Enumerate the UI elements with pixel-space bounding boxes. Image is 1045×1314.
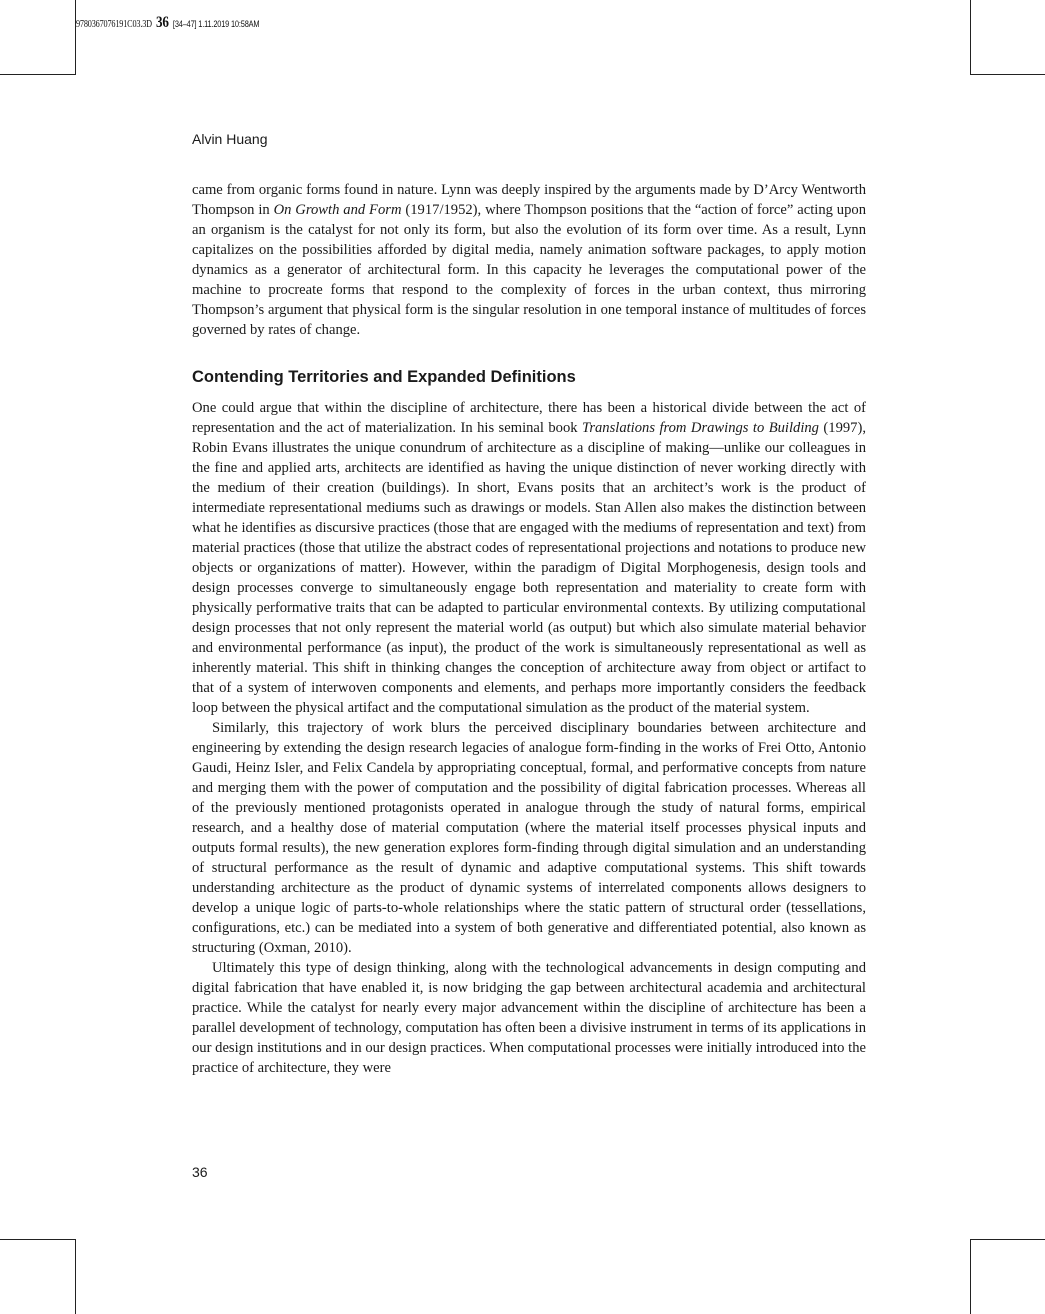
crop-mark-top-left-vertical	[75, 0, 76, 75]
crop-mark-top-right-vertical	[970, 0, 971, 75]
paragraph-2-text-a: One could argue that within the discipline of architecture, there has been a historical divide between the act of representation and the act of materialization. In his seminal book	[192, 400, 866, 436]
paragraph-2	[192, 398, 866, 718]
crop-mark-bottom-left-vertical	[75, 1239, 76, 1314]
section-heading: Contending Territories and Expanded Definitions	[192, 368, 576, 386]
paragraph-2-text-b: (1997), Robin Evans illustrates the unique conundrum of architecture as a discipline of making—unlike our colleagues in the fine and applied arts, architects are identified as having the unique distinction of never working directly with the medium of their creation (buildings). In short, Evans posits that an architect’s work is the product of intermediate representational mediums such as drawings or models. Stan Allen also makes the distinction between what he identifies as discursive practices (those that are engaged with the mediums of representation and text) from material practices (those that utilize the abstract codes of representational projections and notations to produce new objects or organizations of matter). However, within the paradigm of Digital Morphogenesis, design tools and design processes converge to simultaneously engage both representation and materiality to create form with physically performative traits that can be adapted to particular environmental contexts. By utilizing computational design processes that not only represent the material world (as output) but which also simulate material behavior and environmental performance (as input), the product of the work is simultaneously representational as well as inherently material. This shift in thinking changes the conception of architecture away from object or artifact to that of a system of interwoven components and elements, and perhaps more importantly considers the feedback loop between the physical artifact and the computational simulation as the product of the material system.	[192, 420, 866, 716]
book-title-translations: Translations from Drawings to Building	[582, 420, 819, 436]
book-title-on-growth: On Growth and Form	[273, 202, 402, 218]
print-slug	[76, 14, 259, 32]
crop-mark-bottom-right-vertical	[970, 1239, 971, 1314]
crop-mark-bottom-left-horizontal	[0, 1239, 75, 1240]
paragraph-1-text-a: came from organic forms found in nature. Lynn was deeply inspired by the arguments made by D’Arcy Wentworth Thompson in	[192, 182, 866, 218]
paragraph-4: Ultimately this type of design thinking, along with the technological advancements in design computing and digital fabrication that have enabled it, is now bridging the gap between architectural academia and architectural practice. While the catalyst for nearly every major advancement within the discipline of architecture has been a parallel development of technology, computation has often been a divisive instrument in terms of its applications in our design institutions and in our design practices. When computational processes were initially introduced into the practice of architecture, they were	[192, 960, 866, 1076]
slug-file: 9780367076191C03.3D	[76, 19, 152, 30]
body-text	[192, 180, 866, 1078]
slug-meta: [34–47] 1.11.2019 10:58AM	[172, 19, 260, 29]
slug-page: 36	[156, 14, 169, 31]
paragraph-1-text-b: (1917/1952), where Thompson positions that the “action of force” acting upon an organism is the catalyst for not only its form, but also the evolution of its form over time. As a result, Lynn capitalizes on the possibilities afforded by digital media, namely animation software packages, to apply motion dynamics as a generator of architectural form. In this capacity he leverages the computational power of the machine to procreate forms that respond to the complexity of forces in the urban context, thus mirroring Thompson’s argument that physical form is the singular resolution in one temporal instance of multitudes of forces governed by rates of change.	[192, 202, 866, 338]
paragraph-1	[192, 180, 866, 340]
paragraph-3: Similarly, this trajectory of work blurs the perceived disciplinary boundaries between architecture and engineering by extending the design research legacies of analogue form-finding in the works of Frei Otto, Antonio Gaudi, Heinz Isler, and Felix Candela by appropriating conceptual, formal, and performative concepts from nature and merging them with the power of computation and the possibility of digital fabrication processes. Whereas all of the previously mentioned protagonists operated in analogue through the study of natural forms, empirical research, and a healthy dose of material computation (where the material itself processes physical inputs and outputs formal results), the new generation explores form-finding through digital simulation and an understanding of structural performance as the result of dynamic and adaptive computational systems. This shift towards understanding architecture as the product of dynamic systems of interrelated components allows designers to develop a unique logic of parts-to-whole relationships where the static pattern of structural order (tessellations, configurations, etc.) can be mediated into a system of both generative and differentiated potential, also known as structuring (Oxman, 2010).	[192, 720, 866, 956]
page-number: 36	[192, 1164, 208, 1180]
crop-mark-top-right-horizontal	[970, 74, 1045, 75]
crop-mark-top-left-horizontal	[0, 74, 75, 75]
running-head: Alvin Huang	[192, 131, 268, 147]
crop-mark-bottom-right-horizontal	[970, 1239, 1045, 1240]
